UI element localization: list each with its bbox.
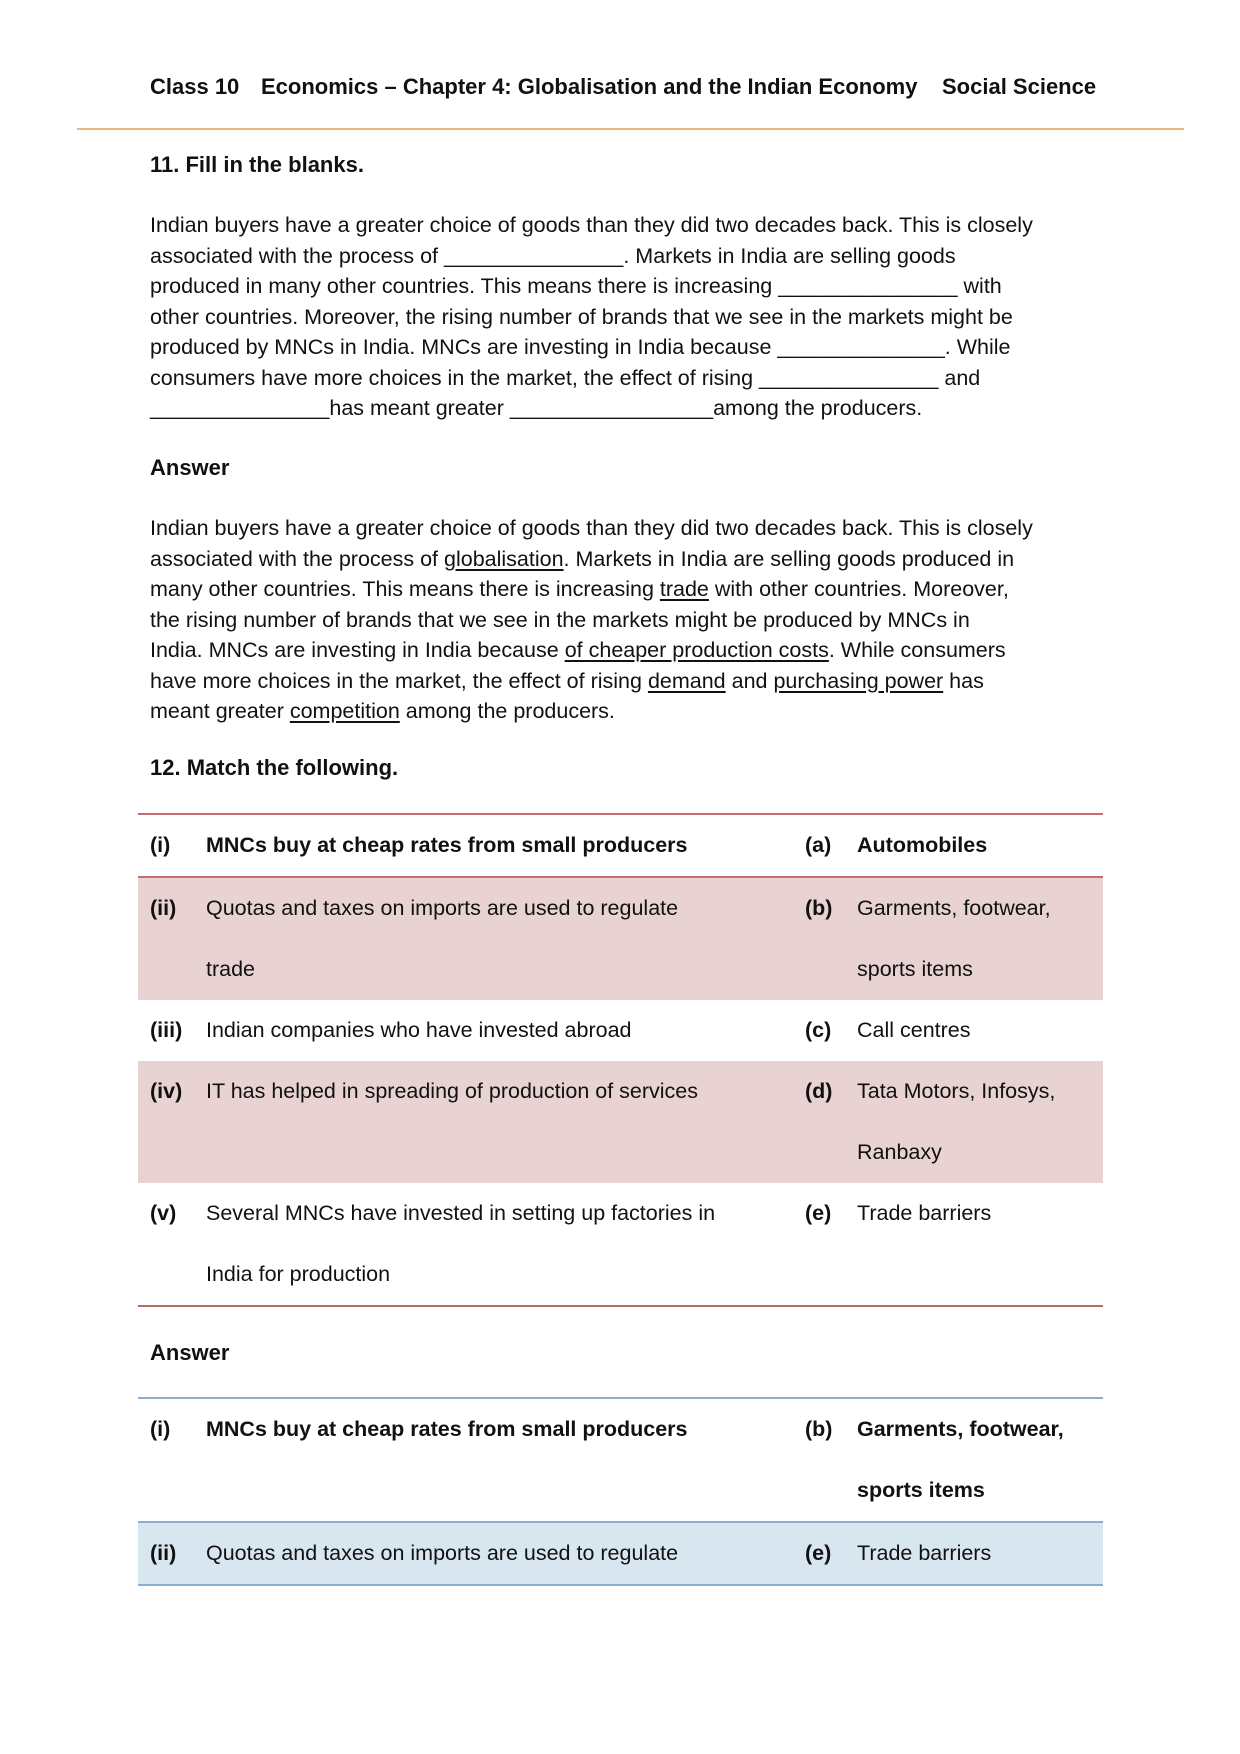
row-left-text [206, 877, 771, 1000]
row-right-text [857, 1183, 1103, 1306]
header-chapter: Economics – Chapter 4: Globalisation and the Indian Economy [261, 74, 918, 99]
row-letter: (d) [805, 1061, 857, 1183]
row-spacer [771, 1398, 805, 1522]
q11-question-line: associated with the process of _______________. Markets in India are selling goods [150, 243, 956, 268]
row-right-text [857, 1398, 1103, 1522]
row-right-text-line: Call centres [857, 1018, 971, 1042]
row-left-text-line: Quotas and taxes on imports are used to regulate [206, 896, 679, 920]
table-row [138, 1061, 1103, 1183]
row-number: (i) [138, 814, 206, 877]
row-spacer [771, 1000, 805, 1061]
row-left-text-line: IT has helped in spreading of production of services [206, 1079, 699, 1103]
row-left-text [206, 1398, 771, 1522]
row-spacer [771, 1183, 805, 1306]
row-letter: (b) [805, 877, 857, 1000]
row-right-text-line: Trade barriers [857, 1541, 992, 1565]
q11-answer-line: India. MNCs are investing in India because of cheaper production costs. While consumers [150, 638, 1006, 662]
row-letter: (e) [805, 1522, 857, 1585]
row-number: (i) [138, 1398, 206, 1522]
row-left-text [206, 1061, 771, 1183]
row-number: (v) [150, 1201, 177, 1225]
q11-answer-line: many other countries. This means there is increasing trade with other countries. Moreover, [150, 577, 1009, 601]
row-left-text-line: Indian companies who have invested abroad [206, 1018, 632, 1042]
row-left-text-line: MNCs buy at cheap rates from small producers [206, 833, 688, 857]
answer-blank: trade [659, 577, 709, 601]
row-left-text-line: India for production [206, 1262, 391, 1286]
row-spacer [771, 1061, 805, 1183]
table-row [138, 877, 1103, 1000]
q11-question-line: other countries. Moreover, the rising number of brands that we see in the markets might be [150, 304, 1013, 329]
q11-question-line: produced in many other countries. This means there is increasing _______________ with [150, 274, 1002, 298]
row-left-text [206, 1183, 771, 1306]
q12-answer-label: Answer [150, 1340, 230, 1365]
q12-title: 12. Match the following. [150, 755, 399, 780]
q11-answer-line: associated with the process of globalisation. Markets in India are selling goods produced in [150, 546, 1015, 571]
row-left-text [206, 1000, 771, 1061]
header-divider [77, 128, 1184, 130]
page-header [150, 74, 1097, 106]
row-left-text [206, 1522, 771, 1585]
q11-answer-label: Answer [150, 455, 230, 480]
row-right-text-line: Trade barriers [857, 1201, 992, 1225]
q11-question-text [150, 210, 1090, 424]
row-letter: (a) [805, 814, 857, 877]
row-right-text-line: Tata Motors, Infosys, [857, 1079, 1056, 1103]
row-letter: (e) [805, 1201, 832, 1225]
row-left-text-line: MNCs buy at cheap rates from small producers [206, 1417, 688, 1441]
match-table [138, 813, 1103, 1307]
row-right-text [857, 877, 1103, 1000]
answer-blank: of cheaper production costs [564, 638, 829, 662]
q11-answer-line: the rising number of brands that we see in the markets might be produced by MNCs in [150, 607, 970, 632]
q11-answer-line: have more choices in the market, the effect of rising demand and purchasing power has [150, 668, 984, 693]
row-right-text-line: sports items [857, 957, 973, 981]
q11-question-line: _______________has meant greater _________________among the producers. [150, 396, 923, 420]
row-right-text-line: sports items [857, 1478, 985, 1502]
answer-blank: globalisation [444, 546, 564, 571]
row-right-text-line: Garments, footwear, [857, 1417, 1064, 1441]
row-number: (ii) [138, 1522, 206, 1585]
answer-blank: purchasing power [773, 668, 944, 693]
row-letter: (c) [805, 1018, 832, 1042]
header-class: Class 10 [150, 74, 240, 99]
q11-answer-line: meant greater competition among the producers. [150, 699, 615, 723]
row-number: (iii) [150, 1018, 183, 1042]
row-letter: (b) [805, 1398, 857, 1522]
table-row [138, 1000, 1103, 1061]
row-number: (ii) [138, 877, 206, 1000]
q11-title: 11. Fill in the blanks. [150, 152, 364, 177]
row-spacer [771, 814, 805, 877]
header-subject: Social Science [942, 74, 1097, 99]
answer-blank: demand [647, 668, 726, 693]
table-row [138, 1398, 1103, 1522]
row-right-text-line: Ranbaxy [857, 1140, 942, 1164]
row-right-text [857, 1522, 1103, 1585]
q11-answer-text [150, 513, 1090, 727]
row-right-text [857, 1061, 1103, 1183]
table-row [138, 814, 1103, 877]
table-row [138, 1522, 1103, 1585]
table-row [138, 1183, 1103, 1306]
row-right-text [857, 1000, 1103, 1061]
q11-answer-line: Indian buyers have a greater choice of goods than they did two decades back. This is closely [150, 516, 1033, 540]
match-answer-table [138, 1397, 1103, 1586]
q11-question-line: Indian buyers have a greater choice of goods than they did two decades back. This is closely [150, 213, 1033, 237]
row-right-text-line: Automobiles [857, 833, 988, 857]
q11-question-line: produced by MNCs in India. MNCs are investing in India because ______________. While [150, 335, 1011, 359]
row-left-text-line: Several MNCs have invested in setting up factories in [206, 1201, 716, 1225]
q11-question-line: consumers have more choices in the market, the effect of rising _______________ and [150, 365, 981, 390]
row-left-text [206, 814, 771, 877]
row-right-text [857, 814, 1103, 877]
row-spacer [771, 877, 805, 1000]
row-spacer [771, 1522, 805, 1585]
row-left-text-line: Quotas and taxes on imports are used to regulate [206, 1541, 679, 1565]
row-left-text-line: trade [206, 957, 256, 981]
row-number: (iv) [138, 1061, 206, 1183]
answer-blank: competition [289, 699, 400, 723]
row-right-text-line: Garments, footwear, [857, 896, 1051, 920]
